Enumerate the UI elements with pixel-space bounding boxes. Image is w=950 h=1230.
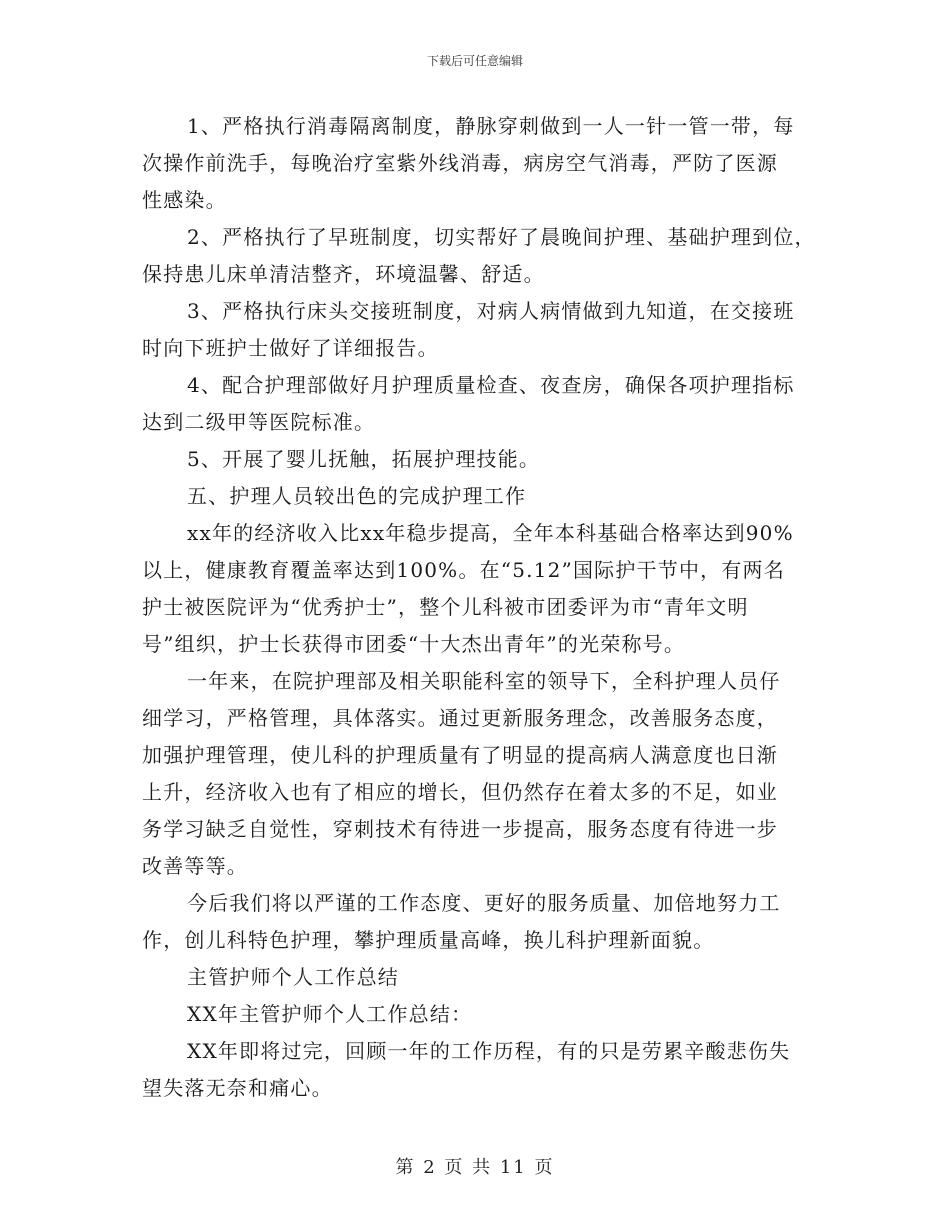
text-line: 改善等等。 <box>142 854 248 878</box>
document-body <box>142 108 814 1107</box>
page-number: 第 2 页 共 11 页 <box>395 1157 555 1178</box>
text-line: 性感染。 <box>142 188 227 212</box>
text-line: 细学习，严格管理，具体落实。通过更新服务理念，改善服务态度， <box>142 706 778 730</box>
text-line: 作，创儿科特色护理，攀护理质量高峰，换儿科护理新面貌。 <box>142 928 715 952</box>
text-line: xx年的经济收入比xx年稳步提高，全年本科基础合格率达到90% <box>187 521 794 545</box>
section-heading: 主管护师个人工作总结 <box>187 965 399 989</box>
text-line: XX年即将过完，回顾一年的工作历程，有的只是劳累辛酸悲伤失 <box>187 1039 791 1063</box>
text-line: 望失落无奈和痛心。 <box>142 1076 333 1100</box>
text-line: 号”组织，护士长获得市团委“十大杰出青年”的光荣称号。 <box>142 632 686 656</box>
text-line: 2、严格执行了早班制度，切实帮好了晨晚间护理、基础护理到位， <box>187 225 816 249</box>
text-line: 一年来，在院护理部及相关职能科室的领导下，全科护理人员仔 <box>187 669 781 693</box>
text-line: 加强护理管理，使儿科的护理质量有了明显的提高病人满意度也日渐 <box>142 743 778 767</box>
text-line: 今后我们将以严谨的工作态度、更好的服务质量、加倍地努力工 <box>187 891 781 915</box>
section-heading: 五、护理人员较出色的完成护理工作 <box>187 484 527 508</box>
text-line: 时向下班护士做好了详细报告。 <box>142 336 439 360</box>
text-line: 1、严格执行消毒隔离制度，静脉穿刺做到一人一针一管一带，每 <box>187 114 795 138</box>
text-line: 务学习缺乏自觉性，穿刺技术有待进一步提高，服务态度有待进一步 <box>142 817 778 841</box>
text-line: 保持患儿床单清洁整齐，环境温馨、舒适。 <box>142 262 545 286</box>
text-line: 3、严格执行床头交接班制度，对病人病情做到九知道，在交接班 <box>187 299 795 323</box>
text-line: 次操作前洗手，每晚治疗室紫外线消毒，病房空气消毒，严防了医源 <box>142 151 778 175</box>
text-line: 以上，健康教育覆盖率达到100%。在“5.12”国际护干节中，有两名 <box>142 558 785 582</box>
page-header: 下载后可任意编辑 <box>426 54 523 68</box>
text-line: 达到二级甲等医院标准。 <box>142 410 376 434</box>
text-line: XX年主管护师个人工作总结： <box>187 1002 473 1026</box>
text-line: 上升，经济收入也有了相应的增长，但仍然存在着太多的不足，如业 <box>142 780 778 804</box>
text-line: 5、开展了婴儿抚触，拓展护理技能。 <box>187 447 541 471</box>
text-line: 护士被医院评为“优秀护士”，整个儿科被市团委评为市“青年文明 <box>142 595 749 619</box>
text-line: 4、配合护理部做好月护理质量检查、夜查房，确保各项护理指标 <box>187 373 795 397</box>
